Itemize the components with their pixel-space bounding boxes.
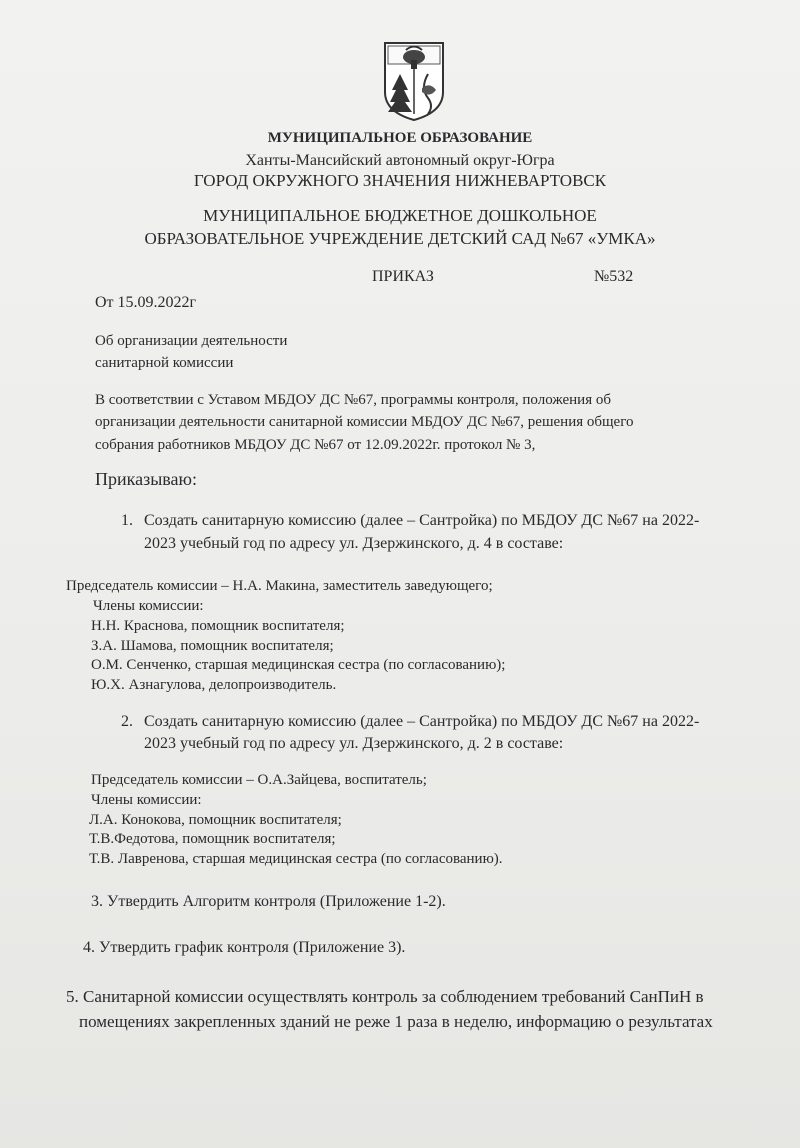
order-subject-line2: санитарной комиссии — [95, 355, 234, 371]
commission2-chair: Председатель комиссии – О.А.Зайцева, воспитатель; — [91, 772, 427, 788]
item5-line1: 5. Санитарной комиссии осуществлять контроль за соблюдением требований СанПиН в — [66, 987, 704, 1006]
municipal-heading: МУНИЦИПАЛЬНОЕ ОБРАЗОВАНИЕ — [267, 130, 533, 146]
commission2-member: Т.В.Федотова, помощник воспитателя; — [89, 831, 336, 847]
commission1-member: О.М. Сенченко, старшая медицинская сестра (по согласованию); — [91, 657, 506, 673]
item2-number: 2. — [121, 713, 133, 730]
city-line: ГОРОД ОКРУЖНОГО ЗНАЧЕНИЯ НИЖНЕВАРТОВСК — [193, 171, 607, 190]
commission2-members-label: Члены комиссии: — [91, 792, 202, 808]
commission1-chair: Председатель комиссии – Н.А. Макина, заместитель заведующего; — [66, 578, 493, 594]
item2-line1: Создать санитарную комиссию (далее – Сантройка) по МБДОУ ДС №67 на 2022- — [144, 713, 700, 730]
org-name-line1: МУНИЦИПАЛЬНОЕ БЮДЖЕТНОЕ ДОШКОЛЬНОЕ — [203, 206, 597, 225]
commission1-member: Ю.Х. Азнагулова, делопроизводитель. — [91, 677, 337, 693]
item2-line2: 2023 учебный год по адресу ул. Дзержинского, д. 2 в составе: — [144, 735, 564, 752]
item1-line1: Создать санитарную комиссию (далее – Сантройка) по МБДОУ ДС №67 на 2022- — [144, 512, 700, 529]
commission2-member: Т.В. Лавренова, старшая медицинская сестра (по согласованию). — [89, 851, 503, 867]
item1-line2: 2023 учебный год по адресу ул. Дзержинского, д. 4 в составе: — [144, 535, 564, 552]
item5-line2: помещениях закрепленных зданий не реже 1 раза в неделю, информацию о результатах — [79, 1012, 713, 1031]
order-date: От 15.09.2022г — [95, 294, 197, 311]
basis-line3: собрания работников МБДОУ ДС №67 от 12.09.2022г. протокол № 3, — [95, 437, 536, 453]
commission1-members-label: Члены комиссии: — [93, 598, 204, 614]
basis-line2: организации деятельности санитарной комиссии МБДОУ ДС №67, решения общего — [95, 414, 634, 430]
commission2-member: Л.А. Конокова, помощник воспитателя; — [89, 812, 342, 828]
item3: 3. Утвердить Алгоритм контроля (Приложение 1-2). — [91, 893, 446, 910]
coat-of-arms-emblem — [382, 40, 446, 122]
org-name-line2: ОБРАЗОВАТЕЛЬНОЕ УЧРЕЖДЕНИЕ ДЕТСКИЙ САД №67 «УМКА» — [144, 229, 656, 248]
item4: 4. Утвердить график контроля (Приложение 3). — [83, 939, 406, 956]
order-number: №532 — [594, 268, 634, 285]
item1-number: 1. — [121, 512, 133, 529]
region-line: Ханты-Мансийский автономный округ-Югра — [245, 152, 555, 169]
order-title: ПРИКАЗ — [372, 268, 434, 285]
order-subject-line1: Об организации деятельности — [95, 333, 288, 349]
commission1-member: З.А. Шамова, помощник воспитателя; — [91, 638, 334, 654]
order-word: Приказываю: — [95, 469, 197, 489]
commission1-member: Н.Н. Краснова, помощник воспитателя; — [91, 618, 345, 634]
basis-line1: В соответствии с Уставом МБДОУ ДС №67, программы контроля, положения об — [95, 392, 611, 408]
